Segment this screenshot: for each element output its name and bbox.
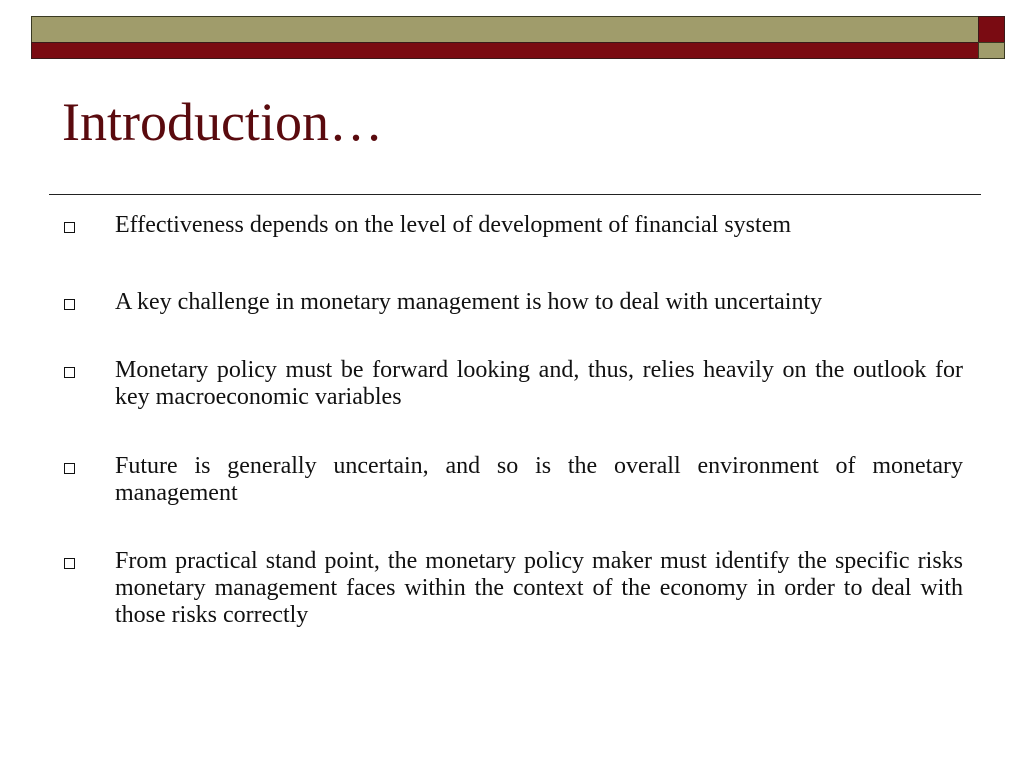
hollow-square-bullet-icon bbox=[64, 367, 75, 378]
header-maroon-square bbox=[978, 16, 1005, 43]
header-olive-band bbox=[31, 16, 979, 43]
slide-title: Introduction… bbox=[62, 92, 383, 152]
header-olive-square bbox=[978, 42, 1005, 59]
bullet-text-2: A key challenge in monetary management is how to deal with uncertainty bbox=[115, 289, 823, 315]
bullet-text-1: Effectiveness depends on the level of development of financial system bbox=[115, 212, 792, 238]
hollow-square-bullet-icon bbox=[64, 463, 75, 474]
bullet-text-3: Monetary policy must be forward looking and, thus, relies heavily on the outlook for key macroeconomic variables bbox=[115, 357, 963, 410]
bullet-text-4: Future is generally uncertain, and so is the overall environment of monetary management bbox=[115, 453, 963, 506]
bullet-text-5: From practical stand point, the monetary policy maker must identify the specific risks monetary management faces within the context of the economy in order to deal with those risks correctly bbox=[115, 548, 963, 628]
hollow-square-bullet-icon bbox=[64, 222, 75, 233]
title-divider bbox=[49, 194, 981, 195]
header-maroon-band bbox=[31, 42, 979, 59]
hollow-square-bullet-icon bbox=[64, 299, 75, 310]
hollow-square-bullet-icon bbox=[64, 558, 75, 569]
